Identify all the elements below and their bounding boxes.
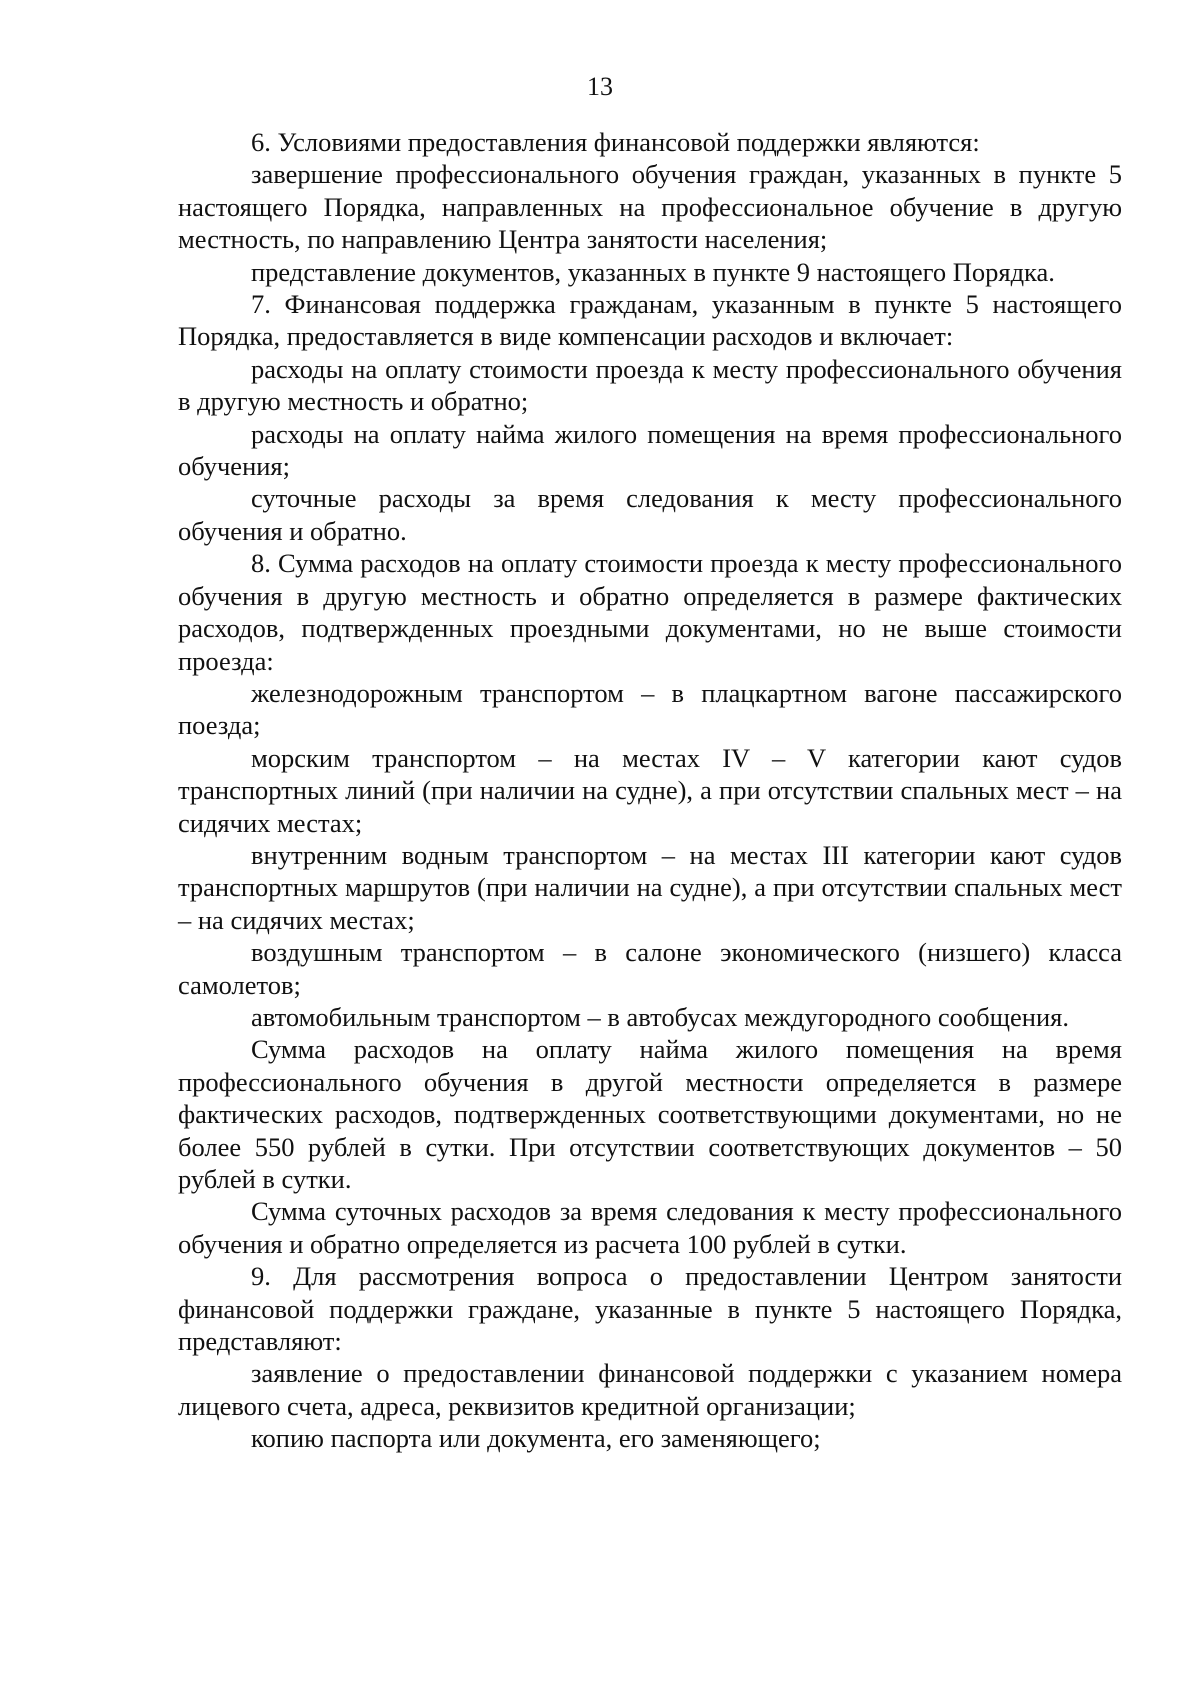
paragraph-9-intro: 9. Для рассмотрения вопроса о предоставлении Центром занятости финансовой поддержки граждане, указанные в пункте 5 настоящего Порядка, представляют: bbox=[178, 1261, 1122, 1357]
paragraph-8-inland-water: внутренним водным транспортом – на местах III категории кают судов транспортных маршрутов (при наличии на судне), а при отсутствии спальных мест – на сидячих местах; bbox=[178, 839, 1122, 935]
paragraph-6-intro: 6. Условиями предоставления финансовой поддержки являются: bbox=[251, 127, 980, 157]
paragraph-8-road: автомобильным транспортом – в автобусах междугородного сообщения. bbox=[251, 1001, 1069, 1032]
paragraph-8-intro: 8. Сумма расходов на оплату стоимости проезда к месту профессионального обучения в другую местность и обратно определяется в размере фактических расходов, подтвержденных проездными документами, но не выше стоимости проезда: bbox=[178, 548, 1122, 676]
paragraph-8-housing-amount: Сумма расходов на оплату найма жилого помещения на время профессионального обучения в другой местности определяется в размере фактических расходов, подтвержденных соответствующими документами, но не более 550 рублей в сутки. При отсутствии соответствующих документов – 50 рублей в сутки. bbox=[178, 1034, 1122, 1194]
paragraph-6-condition-training: завершение профессионального обучения граждан, указанных в пункте 5 настоящего Порядка, направленных на профессиональное обучение в другую местность, по направлению Центра занятости населения; bbox=[178, 159, 1122, 255]
paragraph-8-sea: морским транспортом – на местах IV – V категории кают судов транспортных линий (при наличии на судне), а при отсутствии спальных мест – на сидячих местах; bbox=[178, 742, 1122, 838]
paragraph-6-condition-documents: представление документов, указанных в пункте 9 настоящего Порядка. bbox=[251, 256, 1055, 287]
paragraph-7-intro: 7. Финансовая поддержка гражданам, указанным в пункте 5 настоящего Порядка, предоставляется в виде компенсации расходов и включает: bbox=[178, 289, 1122, 352]
paragraph-7-travel-expenses: расходы на оплату стоимости проезда к месту профессионального обучения в другую местность и обратно; bbox=[178, 353, 1122, 417]
page-number: 13 bbox=[587, 72, 613, 101]
paragraph-7-housing-expenses: расходы на оплату найма жилого помещения на время профессионального обучения; bbox=[178, 418, 1122, 482]
document-body bbox=[178, 126, 1122, 1455]
paragraph-7-daily-expenses: суточные расходы за время следования к месту профессионального обучения и обратно. bbox=[178, 483, 1122, 546]
paragraph-8-rail: железнодорожным транспортом – в плацкартном вагоне пассажирского поезда; bbox=[178, 677, 1122, 741]
paragraph-9-passport-copy: копию паспорта или документа, его заменяющего; bbox=[251, 1423, 821, 1454]
paragraph-9-application: заявление о предоставлении финансовой поддержки с указанием номера лицевого счета, адреса, реквизитов кредитной организации; bbox=[178, 1358, 1122, 1421]
paragraph-8-daily-amount: Сумма суточных расходов за время следования к месту профессионального обучения и обратно определяется из расчета 100 рублей в сутки. bbox=[178, 1196, 1122, 1259]
paragraph-8-air: воздушным транспортом – в салоне экономического (низшего) класса самолетов; bbox=[178, 937, 1122, 1000]
